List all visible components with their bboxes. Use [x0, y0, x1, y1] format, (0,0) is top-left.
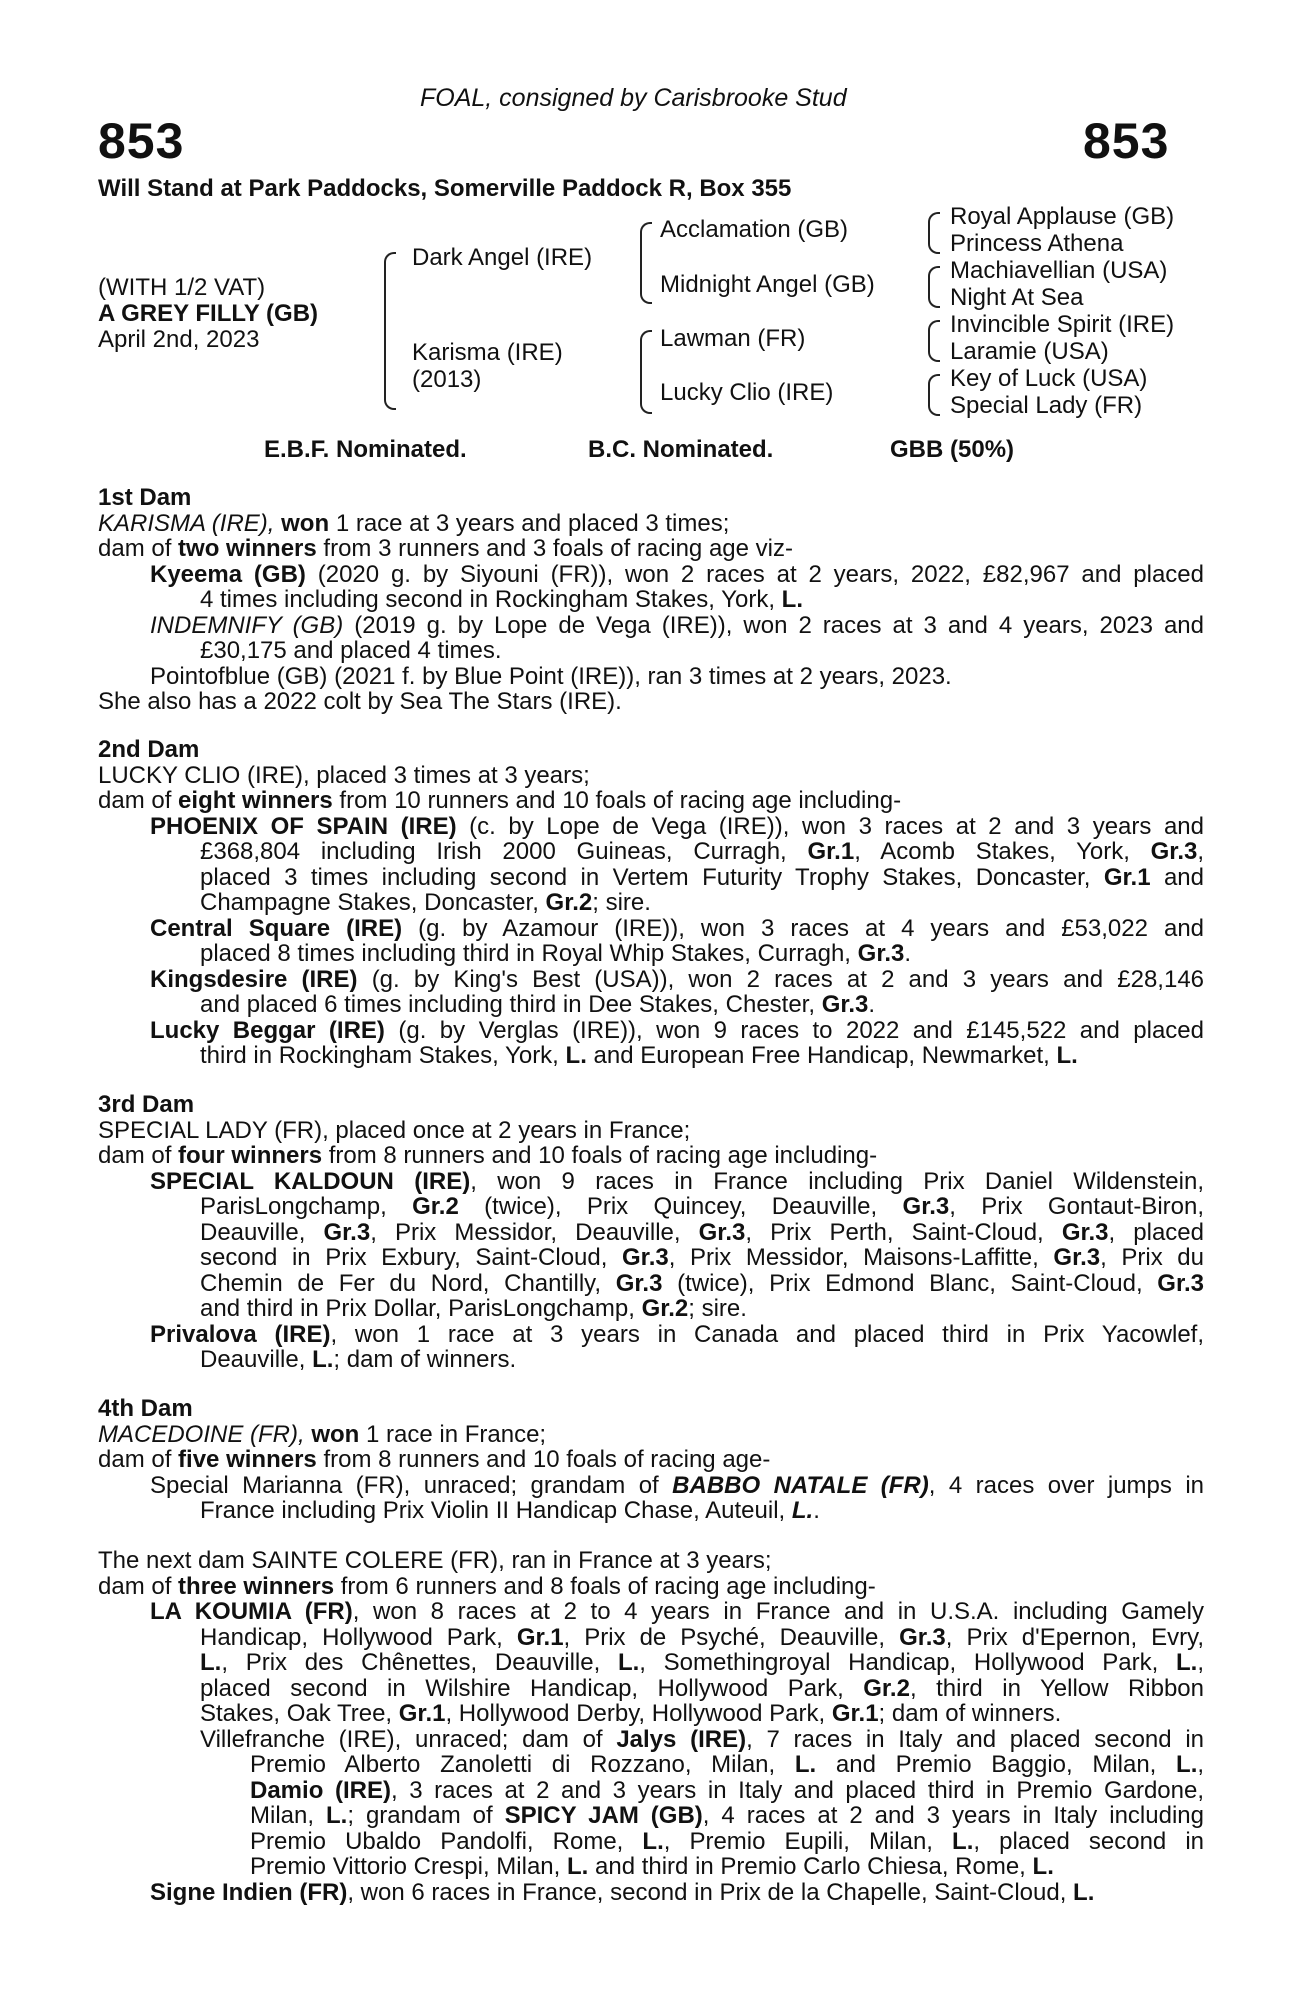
brace-g78: [928, 374, 940, 416]
progeny-entry: Special Marianna (FR), unraced; grandam of BABBO NATALE (FR), 4 races over jumps in: [150, 1471, 1205, 1499]
pedigree-sire-dam: Midnight Angel (GB): [660, 271, 875, 298]
fourth-dam-section: 4th Dam MACEDOINE (FR), won 1 race in France; dam of five winners from 8 runners and 10 foals of racing age- Special Marianna (FR), unraced; grandam of BABBO NATALE (FR), 4 races over jumps in France including Prix Violin II Handicap Chase, Auteuil, L..: [98, 1395, 1205, 1524]
brace-g34: [928, 266, 940, 308]
pedigree-g1: Royal Applause (GB): [950, 203, 1175, 230]
progeny-entry: Signe Indien (FR), won 6 races in France, second in Prix de la Chapelle, Saint-Cloud, L.: [150, 1878, 1095, 1906]
catalogue-title: FOAL, consigned by Carisbrooke Stud: [420, 84, 847, 112]
pedigree-g2: Princess Athena: [950, 230, 1124, 257]
progeny-entry: Central Square (IRE) (g. by Azamour (IRE)), won 3 races at 4 years and £53,022 and: [150, 914, 1205, 942]
bc-nomination: B.C. Nominated.: [588, 436, 774, 463]
pedigree-dam-year: (2013): [412, 366, 482, 393]
gbb-eligibility: GBB (50%): [890, 436, 1015, 463]
foaling-date: April 2nd, 2023: [98, 326, 260, 353]
pedigree-g7: Key of Luck (USA): [950, 365, 1148, 392]
section-heading: 1st Dam: [98, 484, 192, 511]
progeny-entry: Pointofblue (GB) (2021 f. by Blue Point (IRE)), ran 3 times at 2 years, 2023.: [150, 662, 952, 690]
first-dam-section: 1st Dam KARISMA (IRE), won 1 race at 3 years and placed 3 times; dam of two winners from 3 runners and 3 foals of racing age viz- Kyeema (GB) (2020 g. by Siyouni (FR)), won 2 races at 2 years, 2022, £82,967 and placed 4 times including second in Rockingham Stakes, York, L. INDEMNIFY (GB) (2019 g. by Lope de Vega (IRE)), won 2 races at 3 and 4 years, 2023 and £30,175 and placed 4 times. Pointofblue (GB) (2021 f. by Blue Point (IRE)), ran 3 times at 2 years, 2023. She also has a 2022 colt by Sea The Stars (IRE).: [98, 484, 1204, 715]
lot-number-left: 853: [98, 113, 185, 169]
lot-number-right: 853: [1083, 113, 1170, 169]
pedigree-dam-dam: Lucky Clio (IRE): [660, 379, 834, 406]
brace-sire-dam: [384, 252, 396, 410]
brace-sire-parents: [640, 222, 652, 304]
progeny-entry: LA KOUMIA (FR), won 8 races at 2 to 4 years in France and in U.S.A. including Gamely: [150, 1598, 1204, 1625]
ebf-nomination: E.B.F. Nominated.: [264, 436, 467, 463]
pedigree-g4: Night At Sea: [950, 284, 1084, 311]
third-dam-section: 3rd Dam SPECIAL LADY (FR), placed once at 2 years in France; dam of four winners from 8 runners and 10 foals of racing age including- SPECIAL KALDOUN (IRE), won 9 races in France including Prix Daniel Wildenstein, ParisLongchamp, Gr.2 (twice), Prix Quincey, Deauville, Gr.3, Prix Gontaut-Biron, Deauville, Gr.3, Prix Messidor, Deauville, Gr.3, Prix Perth, Saint-Cloud, Gr.3, placed second in Prix Exbury, Saint-Cloud, Gr.3, Prix Messidor, Maisons-Laffitte, Gr.3, Prix du Chemin de Fer du Nord, Chantilly, Gr.3 (twice), Prix Edmond Blanc, Saint-Cloud, Gr.3 and third in Prix Dollar, ParisLongchamp, Gr.2; sire. Privalova (IRE), won 1 race at 3 years in Canada and placed third in Prix Yacowlef, Deauville, L.; dam of winners.: [98, 1091, 1204, 1373]
progeny-entry: SPECIAL KALDOUN (IRE), won 9 races in France including Prix Daniel Wildenstein,: [150, 1167, 1204, 1195]
progeny-entry: Lucky Beggar (IRE) (g. by Verglas (IRE)), won 9 races to 2022 and £145,522 and placed: [150, 1016, 1204, 1044]
brace-g12: [928, 212, 940, 254]
pedigree-g3: Machiavellian (USA): [950, 257, 1168, 284]
pedigree-dam: Karisma (IRE): [412, 339, 563, 366]
lot-name: A GREY FILLY (GB): [98, 300, 319, 327]
pedigree-sire: Dark Angel (IRE): [412, 244, 593, 271]
pedigree-g6: Laramie (USA): [950, 338, 1109, 365]
pedigree-sire-sire: Acclamation (GB): [660, 216, 849, 243]
pedigree-g8: Special Lady (FR): [950, 392, 1143, 419]
dam-name: KARISMA (IRE),: [98, 509, 275, 537]
progeny-entry: PHOENIX OF SPAIN (IRE) (c. by Lope de Vega (IRE)), won 3 races at 2 and 3 years and: [150, 812, 1204, 840]
progeny-entry: INDEMNIFY (GB) (2019 g. by Lope de Vega (IRE)), won 2 races at 3 and 4 years, 2023 and: [150, 611, 1204, 639]
second-dam-section: 2nd Dam LUCKY CLIO (IRE), placed 3 times at 3 years; dam of eight winners from 10 runners and 10 foals of racing age including- PHOENIX OF SPAIN (IRE) (c. by Lope de Vega (IRE)), won 3 races at 2 and 3 years and £368,804 including Irish 2000 Guineas, Curragh, Gr.1, Acomb Stakes, York, Gr.3, placed 3 times including second in Vertem Futurity Trophy Stakes, Doncaster, Gr.1 and Champagne Stakes, Doncaster, Gr.2; sire. Central Square (IRE) (g. by Azamour (IRE)), won 3 races at 4 years and £53,022 and placed 8 times including third in Royal Whip Stakes, Curragh, Gr.3. Kingsdesire (IRE) (g. by King's Best (USA)), won 2 races at 2 and 3 years and £28,146 and placed 6 times including third in Dee Stakes, Chester, Gr.3. Lucky Beggar (IRE) (g. by Verglas (IRE)), won 9 races to 2022 and £145,522 and placed third in Rockingham Stakes, York, L. and European Free Handicap, Newmarket, L.: [98, 736, 1205, 1069]
next-dam-section: The next dam SAINTE COLERE (FR), ran in France at 3 years; dam of three winners from 6 runners and 8 foals of racing age including- LA KOUMIA (FR), won 8 races at 2 to 4 years in France and in U.S.A. including Gamely Handicap, Hollywood Park, Gr.1, Prix de Psyché, Deauville, Gr.3, Prix d'Epernon, Evry, L., Prix des Chênettes, Deauville, L., Somethingroyal Handicap, Hollywood Park, L., placed second in Wilshire Handicap, Hollywood Park, Gr.2, third in Yellow Ribbon Stakes, Oak Tree, Gr.1, Hollywood Derby, Hollywood Park, Gr.1; dam of winners. Villefranche (IRE), unraced; dam of Jalys (IRE), 7 races in Italy and placed second in Premio Alberto Zanoletti di Rozzano, Milan, L. and Premio Baggio, Milan, L., Damio (IRE), 3 races at 2 and 3 years in Italy and placed third in Premio Gardone, Milan, L.; grandam of SPICY JAM (GB), 4 races at 2 and 3 years in Italy including Premio Ubaldo Pandolfi, Rome, L., Premio Eupili, Milan, L., placed second in Premio Vittorio Crespi, Milan, L. and third in Premio Carlo Chiesa, Rome, L. Signe Indien (FR), won 6 races in France, second in Prix de la Chapelle, Saint-Cloud, L.: [98, 1547, 1205, 1906]
vat-note: (WITH 1/2 VAT): [98, 274, 266, 301]
brace-g56: [928, 320, 940, 362]
section-heading: 3rd Dam: [98, 1091, 195, 1118]
progeny-entry: Villefranche (IRE), unraced; dam of Jalys (IRE), 7 races in Italy and placed second in: [200, 1725, 1205, 1753]
section-heading: 2nd Dam: [98, 736, 200, 763]
pedigree-dam-sire: Lawman (FR): [660, 325, 806, 352]
progeny-entry: Kyeema (GB) (2020 g. by Siyouni (FR)), won 2 races at 2 years, 2022, £82,967 and placed: [150, 560, 1204, 588]
section-heading: 4th Dam: [98, 1395, 193, 1422]
stabling-location: Will Stand at Park Paddocks, Somerville Paddock R, Box 355: [98, 175, 792, 202]
brace-dam-parents: [640, 330, 652, 414]
pedigree-g5: Invincible Spirit (IRE): [950, 311, 1175, 338]
progeny-entry: Privalova (IRE), won 1 race at 3 years in Canada and placed third in Prix Yacowlef,: [150, 1320, 1204, 1348]
progeny-entry: Kingsdesire (IRE) (g. by King's Best (USA)), won 2 races at 2 and 3 years and £28,146: [150, 965, 1205, 993]
